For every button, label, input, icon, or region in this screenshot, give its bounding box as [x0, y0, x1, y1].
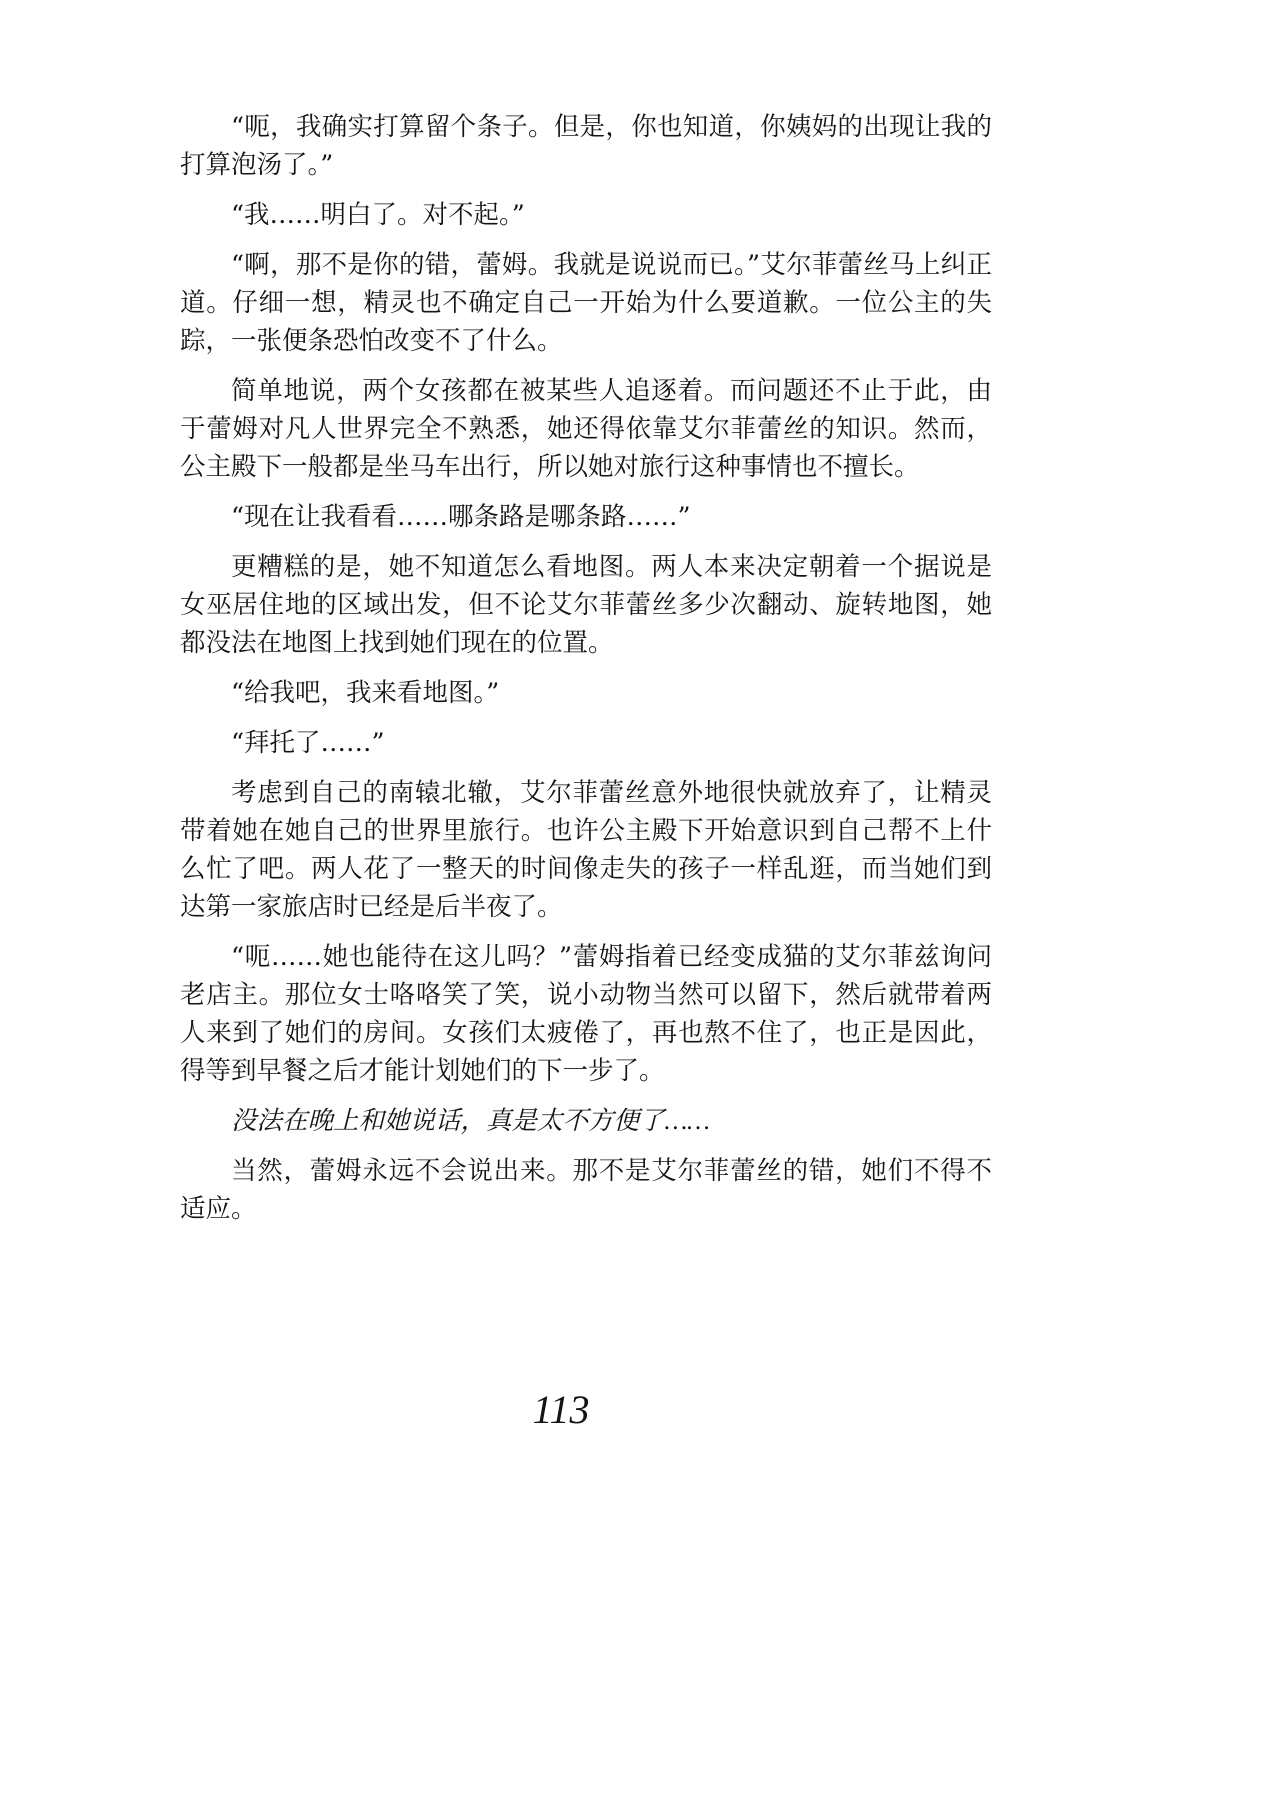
paragraph: 当然，蕾姆永远不会说出来。那不是艾尔菲蕾丝的错，她们不得不适应。	[180, 1156, 992, 1224]
italic-thought-paragraph: 没法在晚上和她说话，真是太不方便了……	[231, 1106, 710, 1135]
paragraph: “给我吧，我来看地图。”	[231, 678, 500, 708]
paragraph: “我……明白了。对不起。”	[231, 200, 525, 230]
paragraph: 更糟糕的是，她不知道怎么看地图。两人本来决定朝着一个据说是女巫居住地的区域出发，但不论艾尔菲蕾丝多少次翻动、旋转地图，她都没法在地图上找到她们现在的位置。	[180, 552, 992, 658]
paragraph: 简单地说，两个女孩都在被某些人追逐着。而问题还不止于此，由于蕾姆对凡人世界完全不熟悉，她还得依靠艾尔菲蕾丝的知识。然而，公主殿下一般都是坐马车出行，所以她对旅行这种事情也不擅长。	[180, 376, 992, 482]
paragraph: “呃，我确实打算留个条子。但是，你也知道，你姨妈的出现让我的打算泡汤了。”	[180, 112, 992, 180]
paragraph: “啊，那不是你的错，蕾姆。我就是说说而已。”艾尔菲蕾丝马上纠正道。仔细一想，精灵也不确定自己一开始为什么要道歉。一位公主的失踪，一张便条恐怕改变不了什么。	[180, 250, 992, 356]
paragraph: “拜托了……”	[231, 728, 385, 758]
page-number: 113	[532, 1387, 590, 1432]
body-text	[180, 108, 992, 1240]
paragraph: 考虑到自己的南辕北辙，艾尔菲蕾丝意外地很快就放弃了，让精灵带着她在她自己的世界里旅行。也许公主殿下开始意识到自己帮不上什么忙了吧。两人花了一整天的时间像走失的孩子一样乱逛，而当她们到达第一家旅店时已经是后半夜了。	[180, 778, 992, 922]
paragraph: “现在让我看看……哪条路是哪条路……”	[231, 502, 691, 532]
paragraph: “呃……她也能待在这儿吗？”蕾姆指着已经变成猫的艾尔菲兹询问老店主。那位女士咯咯笑了笑，说小动物当然可以留下，然后就带着两人来到了她们的房间。女孩们太疲倦了，再也熬不住了，也正是因此，得等到早餐之后才能计划她们的下一步了。	[180, 942, 992, 1086]
